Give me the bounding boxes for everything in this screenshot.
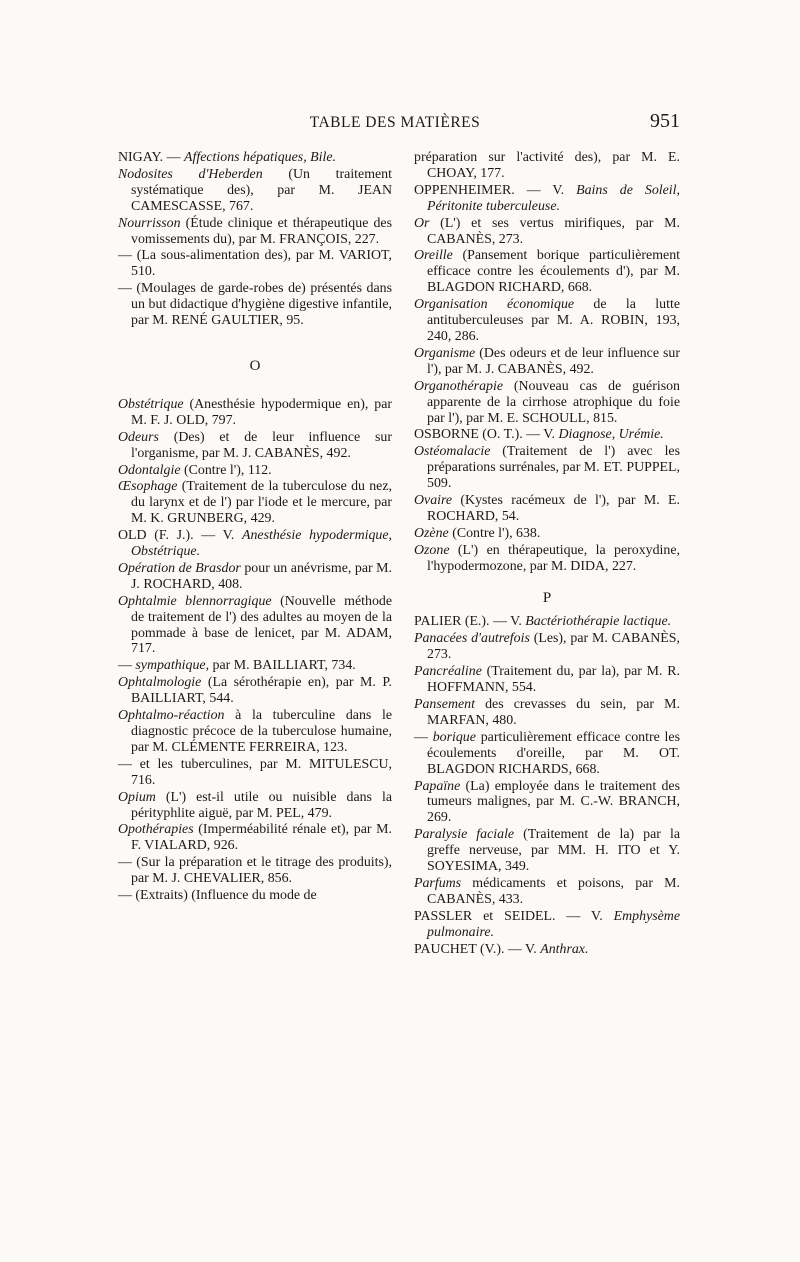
entry-head: Ophtalmologie — [118, 675, 202, 691]
left-column — [118, 150, 392, 905]
entry-text: et les tuberculines, par M. MITULESCU, 716. — [131, 756, 392, 788]
entry-text: (Contre l'), 112. — [180, 462, 272, 478]
index-entry — [118, 528, 392, 560]
entry-head: Ophtalmie blennorragique — [118, 593, 272, 609]
index-entry — [118, 790, 392, 822]
entry-head: Nodosites d'Heberden — [118, 166, 263, 182]
index-entry — [414, 183, 680, 215]
index-entry — [118, 167, 392, 215]
entry-head: Opothérapies — [118, 822, 194, 838]
index-entry — [118, 479, 392, 527]
index-entry — [414, 909, 680, 941]
index-entry — [118, 150, 392, 166]
index-entry — [118, 822, 392, 854]
entry-head: Pansement — [414, 697, 475, 712]
index-entry — [414, 779, 680, 827]
entry-head: borique — [432, 729, 476, 745]
entry-head: Odontalgie — [118, 462, 181, 478]
entry-head: Œsophage — [118, 479, 178, 495]
entry-text: (Des) et de leur influence sur l'organisme, par M. J. CABANÈS, 492. — [131, 429, 392, 461]
index-entry — [414, 444, 680, 492]
entry-head: Paralysie faciale — [414, 827, 515, 843]
entry-text: (La) employée dans le traitement des tumeurs malignes, par M. C.-W. BRANCH, 269. — [427, 778, 680, 826]
index-entry — [414, 216, 680, 248]
entry-text: (Des odeurs et de leur influence sur l'), par M. J. CABANÈS, 492. — [427, 345, 680, 377]
entry-head: Ophtalmo-réaction — [118, 708, 225, 724]
entry-head: Ozone — [414, 542, 450, 558]
entry-lead: PASSLER et SEIDEL. — V. — [414, 908, 614, 924]
index-entry — [414, 543, 680, 575]
entry-text: (Traitement de l') avec les préparations surrénales, par M. ET. PUPPEL, 509. — [427, 444, 680, 492]
entry-head: Anesthésie hypodermique, Obstétrique. — [131, 528, 393, 560]
entry-text: (Traitement du, par la), par M. R. HOFFMANN, 554. — [427, 664, 680, 696]
index-entry — [414, 297, 680, 345]
index-entry — [414, 631, 680, 663]
entry-text: (Extraits) (Influence du mode de — [135, 888, 317, 904]
entry-head: Diagnose, Urémie. — [558, 427, 664, 443]
index-entry — [118, 594, 392, 658]
index-entry — [118, 708, 392, 756]
page-number: 951 — [650, 110, 680, 132]
entry-head: Obstétrique — [118, 396, 184, 412]
index-entry — [118, 561, 392, 593]
entry-lead: — — [118, 248, 137, 264]
index-entry — [118, 463, 392, 479]
entry-text: (Nouvelle méthode de traitement de l') des adultes au moyen de la pommade à base de lenicet, par M. ADAM, 717. — [131, 593, 392, 657]
index-entry — [118, 216, 392, 248]
entry-lead: — — [118, 756, 140, 772]
entry-text: (Contre l'), 638. — [448, 525, 541, 541]
index-entry — [414, 827, 680, 875]
index-entry — [118, 888, 392, 904]
entry-text: des crevasses du sein, par M. MARFAN, 480. — [427, 697, 680, 728]
entry-text: pour un anévrisme, par M. J. ROCHARD, 408. — [131, 560, 392, 592]
entry-lead: OLD (F. J.). — V. — [118, 528, 242, 544]
entry-head: Pancréaline — [414, 664, 482, 680]
index-entry — [118, 397, 392, 429]
entry-head: Ovaire — [414, 493, 453, 509]
index-entry — [414, 730, 680, 778]
entry-lead: — — [118, 658, 136, 674]
entry-text: (Traitement de la) par la greffe nerveuse, par MM. H. ITO et Y. SOYESIMA, 349. — [427, 827, 680, 875]
entry-lead: — — [118, 281, 137, 297]
entry-text: particulièrement efficace contre les écoulements d'oreille, par M. OT. BLAGDON RICHARDS, 668. — [427, 729, 680, 777]
entry-head: Ostéomalacie — [414, 444, 491, 460]
entry-head: Organisme — [414, 345, 476, 361]
entry-head: Odeurs — [118, 429, 159, 445]
entry-text: (Pansement borique particulièrement efficace contre les écoulements d'), par M. BLAGDON RICHARD, 668. — [427, 248, 680, 296]
entry-lead: — — [118, 855, 137, 871]
section-letter-p: P — [542, 589, 552, 606]
entry-head: Opération de Brasdor — [118, 560, 241, 576]
entry-text: de la lutte antituberculeuses par M. A. ROBIN, 193, 240, 286. — [427, 297, 680, 344]
index-entry — [118, 248, 392, 280]
index-entry — [414, 526, 680, 542]
entry-head: Organisation économique — [414, 297, 575, 313]
entry-head: Parfums — [414, 875, 462, 891]
entry-lead: — — [414, 729, 433, 745]
entry-lead: NIGAY. — — [118, 150, 184, 165]
entry-head: Bains de Soleil, Péritonite tuberculeuse. — [427, 182, 680, 214]
index-entry — [118, 281, 392, 329]
index-entry — [414, 150, 680, 182]
entry-text: à la tuberculine dans le diagnostic précoce de la tuberculose humaine, par M. CLÉMENTE FERREIRA, 123. — [131, 708, 392, 755]
entry-head: Oreille — [414, 248, 453, 264]
entry-text: médicaments et poisons, par M. CABANÈS, 433. — [427, 875, 680, 907]
index-entry — [118, 855, 392, 887]
entry-text: (L') est-il utile ou nuisible dans la pérityphlite aiguë, par M. PEL, 479. — [131, 789, 392, 821]
entry-text: (Traitement de la tuberculose du nez, du larynx et de l') par l'iode et le mercure, par M. K. GRUNBERG, 429. — [131, 479, 392, 527]
index-entry — [118, 757, 392, 789]
entry-text: (Moulages de garde-robes de) présentés dans un but didactique d'hygiène digestive infantile, par M. RENÉ GAULTIER, 95. — [131, 281, 392, 329]
index-entry — [414, 876, 680, 908]
entry-head: Nourrisson — [118, 215, 181, 231]
entry-head: Panacées d'autrefois — [414, 631, 530, 647]
index-entry — [118, 675, 392, 707]
entry-head: Ozène — [414, 525, 449, 541]
entry-head: Papaïne — [414, 778, 461, 794]
entry-text: , par M. BAILLIART, 734. — [205, 658, 356, 674]
index-entry — [414, 942, 680, 958]
entry-head: Emphysème pulmonaire. — [427, 908, 680, 940]
section-letter-o: O — [249, 357, 261, 374]
entry-lead: PAUCHET (V.). — V. — [414, 941, 541, 957]
entry-head: Bactériothérapie lactique. — [525, 614, 672, 630]
index-entry — [414, 248, 680, 296]
entry-text: (Anesthésie hypodermique en), par M. F. J. OLD, 797. — [131, 396, 392, 428]
entry-text: (Étude clinique et thérapeutique des vomissements du), par M. FRANÇOIS, 227. — [131, 215, 392, 247]
index-entry — [118, 430, 392, 462]
entry-head: Anthrax. — [540, 941, 589, 957]
entry-text: (La sérothérapie en), par M. P. BAILLIART, 544. — [131, 675, 392, 707]
entry-head: Organothérapie — [414, 378, 503, 394]
entry-text: préparation sur l'activité des), par M. E. CHOAY, 177. — [414, 150, 680, 181]
index-entry — [414, 614, 680, 630]
entry-lead: PALIER (E.). — V. — [414, 614, 526, 630]
entry-text: (Imperméabilité rénale et), par M. F. VIALARD, 926. — [131, 822, 392, 854]
running-title: TABLE DES MATIÈRES — [309, 114, 481, 131]
index-entry — [414, 493, 680, 525]
index-entry — [118, 658, 392, 674]
entry-lead: OPPENHEIMER. — V. — [414, 182, 577, 198]
entry-text: (Sur la préparation et le titrage des produits), par M. J. CHEVALIER, 856. — [131, 855, 392, 887]
entry-lead: OSBORNE (O. T.). — V. — [414, 427, 559, 443]
entry-head: sympathique — [135, 658, 206, 674]
entry-text: (Un traitement systématique des), par M. JEAN CAMESCASSE, 767. — [131, 166, 392, 214]
entry-text: (L') en thérapeutique, la peroxydine, l'hypodermozone, par M. DIDA, 227. — [427, 542, 680, 574]
entry-text: (Les), par M. CABANÈS, 273. — [427, 631, 680, 663]
entry-head: Affections hépatiques, Bile. — [184, 150, 336, 165]
index-entry — [414, 664, 680, 696]
right-column — [414, 150, 680, 959]
entry-text: (La sous-alimentation des), par M. VARIOT, 510. — [131, 248, 392, 280]
index-entry — [414, 697, 680, 729]
page-header — [110, 110, 680, 140]
entry-text: (Nouveau cas de guérison apparente de la cirrhose atrophique du foie par l'), par M. E. SCHOULL, 815. — [427, 378, 680, 426]
entry-text: (L') et ses vertus mirifiques, par M. CABANÈS, 273. — [427, 215, 680, 247]
entry-lead: — — [118, 888, 136, 904]
entry-head: Or — [414, 215, 430, 231]
index-entry — [414, 379, 680, 427]
entry-head: Opium — [118, 789, 156, 805]
entry-text: (Kystes racémeux de l'), par M. E. ROCHARD, 54. — [427, 493, 680, 524]
index-entry — [414, 346, 680, 378]
index-entry — [414, 427, 680, 443]
